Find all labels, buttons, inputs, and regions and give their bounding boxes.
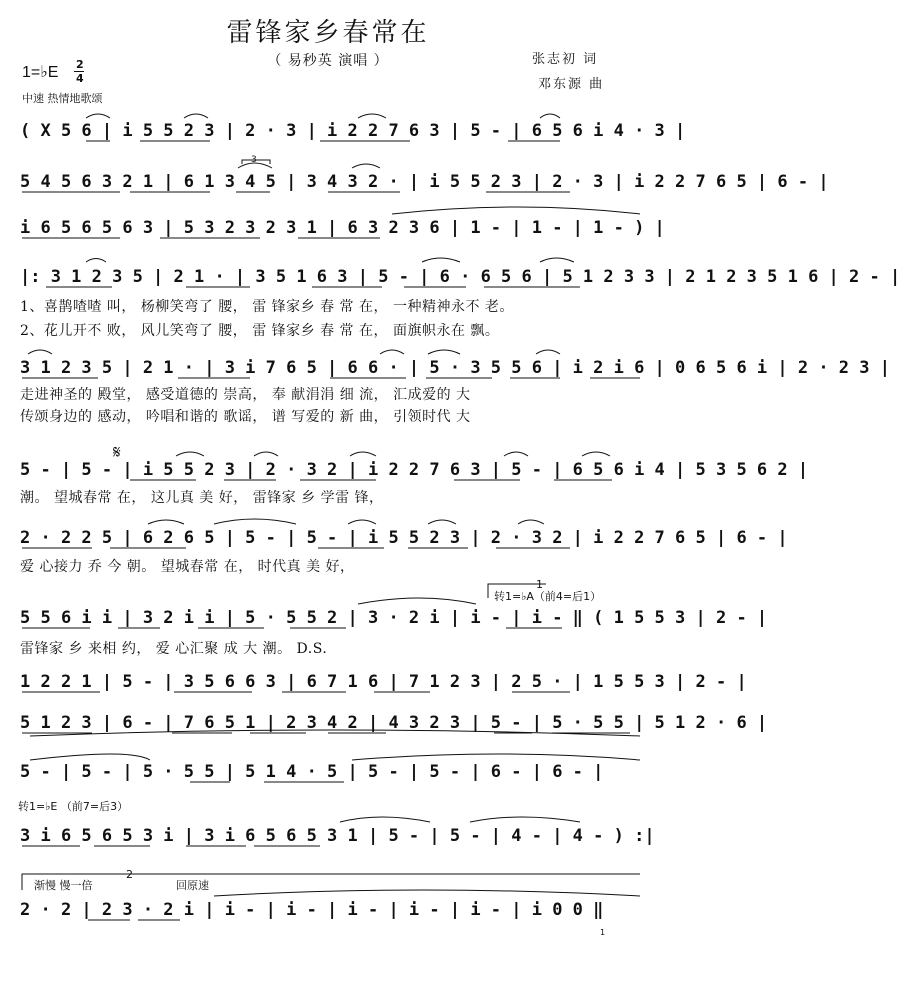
score-line-3: i 6 5 6 5 6 3 | 5 3 2 3 2 3 1 | 6 3 2 3 6 | 1 - | 1 - | 1 - ) | (20, 218, 665, 238)
score-line-8: 5 5 6 i i | 3 2 i i | 5 · 5 5 2 | 3 · 2 i | i - | i - ‖ ( 1 5 5 3 | 2 - | (20, 608, 768, 628)
segno-icon: 𝄋 (113, 442, 121, 463)
tempo-return-marking: 回原速 (176, 879, 209, 892)
key-signature: 1=♭E (22, 64, 59, 81)
score-line-9: 1 2 2 1 | 5 - | 3 5 6 6 3 | 6 7 1 6 | 7 1 2 3 | 2 5 · | 1 5 5 3 | 2 - | (20, 672, 747, 692)
lyric-verse-2b: 传颂身边的 感动， 吟唱和谐的 歌谣， 谱 写爱的 新 曲， 引领时代 大 (20, 409, 471, 425)
lyric-verse-1b: 走进神圣的 殿堂， 感受道德的 崇高， 奉 献涓涓 细 流， 汇成爱的 大 (20, 387, 471, 403)
score-line-1: ( X 5 6 | i 5 5 2 3 | 2 · 3 | i 2 2 7 6 3 | 5 - | 6 5 6 i 4 · 3 | (20, 121, 686, 141)
singer-credit: （ 易秒英 演唱 ） (267, 53, 389, 69)
volta-2-label: 2 (126, 868, 133, 881)
modulation-to-ab: 转1=♭A（前4=后1） (494, 590, 602, 603)
score-line-7: 2 · 2 2 5 | 6 2 6 5 | 5 - | 5 - | i 5 5 2 3 | 2 · 3 2 | i 2 2 7 6 5 | 6 - | (20, 528, 788, 548)
lyric-verse-2a: 2、花儿开不 败， 风儿笑弯了 腰， 雷 锋家乡 春 常 在， 面旗帜永在 飘。 (20, 323, 500, 339)
triplet-mark: 3 (251, 155, 257, 165)
time-signature-top: 2 (76, 58, 84, 71)
lyric-chorus-2: 爱 心接力 乔 今 朝。 望城春常 在， 时代真 美 好， (20, 559, 355, 575)
score-line-11: 5 - | 5 - | 5 · 5 5 | 5 1 4 · 5 | 5 - | 5 - | 6 - | 6 - | (20, 762, 604, 782)
volta-1-label: 1 (536, 578, 543, 591)
score-line-2: 5 4 5 6 3 2 1 | 6 1 3 4 5 | 3 4 3 2 · | i 5 5 2 3 | 2 · 3 | i 2 2 7 6 5 | 6 - | (20, 172, 829, 192)
lyric-verse-1a: 1、喜鹊喳喳 叫， 杨柳笑弯了 腰， 雷 锋家乡 春 常 在， 一种精神永不 老。 (20, 299, 514, 315)
score-line-13: 2 · 2 | 2 3 · 2 i | i - | i - | i - | i - | i - | i 0 0 ‖ (20, 900, 604, 920)
modulation-to-eb: 转1=♭E （前7=后3） (18, 800, 129, 813)
score-line-5: 3 1 2 3 5 | 2 1 · | 3 i 7 6 5 | 6 6 · | 5 · 3 5 5 6 | i 2 i 6 | 0 6 5 6 i | 2 · 2 3 | (20, 358, 890, 378)
lyric-chorus-3: 雷锋家 乡 来相 约， 爱 心汇聚 成 大 潮。 D.S. (20, 641, 328, 657)
lyricist-credit: 张志初 词 (532, 52, 599, 67)
page-mark: 1 (600, 928, 606, 937)
score-line-4: |: 3 1 2 3 5 | 2 1 · | 3 5 1 6 3 | 5 - | 6 · 6 5 6 | 5 1 2 3 3 | 2 1 2 3 5 1 6 | 2 - | (20, 267, 900, 287)
tempo-slow-marking: 渐慢 慢一倍 (34, 879, 93, 892)
score-line-10: 5 1 2 3 | 6 - | 7 6 5 1 | 2 3 4 2 | 4 3 2 3 | 5 - | 5 · 5 5 | 5 1 2 · 6 | (20, 713, 768, 733)
composer-credit: 邓东源 曲 (538, 77, 605, 92)
tempo-marking: 中速 热情地歌颂 (22, 92, 103, 105)
time-signature-bottom: 4 (76, 72, 84, 85)
score-line-6: 5 - | 5 - | i 5 5 2 3 | 2 · 3 2 | i 2 2 7 6 3 | 5 - | 6 5 6 i 4 | 5 3 5 6 2 | (20, 460, 809, 480)
lyric-chorus-1: 潮。 望城春常 在， 这儿真 美 好， 雷锋家 乡 学雷 锋， (20, 490, 384, 506)
score-line-12: 3 i 6 5 6 5 3 i | 3 i 6 5 6 5 3 1 | 5 - | 5 - | 4 - | 4 - ) :| (20, 826, 655, 846)
song-title: 雷锋家乡春常在 (226, 18, 430, 48)
